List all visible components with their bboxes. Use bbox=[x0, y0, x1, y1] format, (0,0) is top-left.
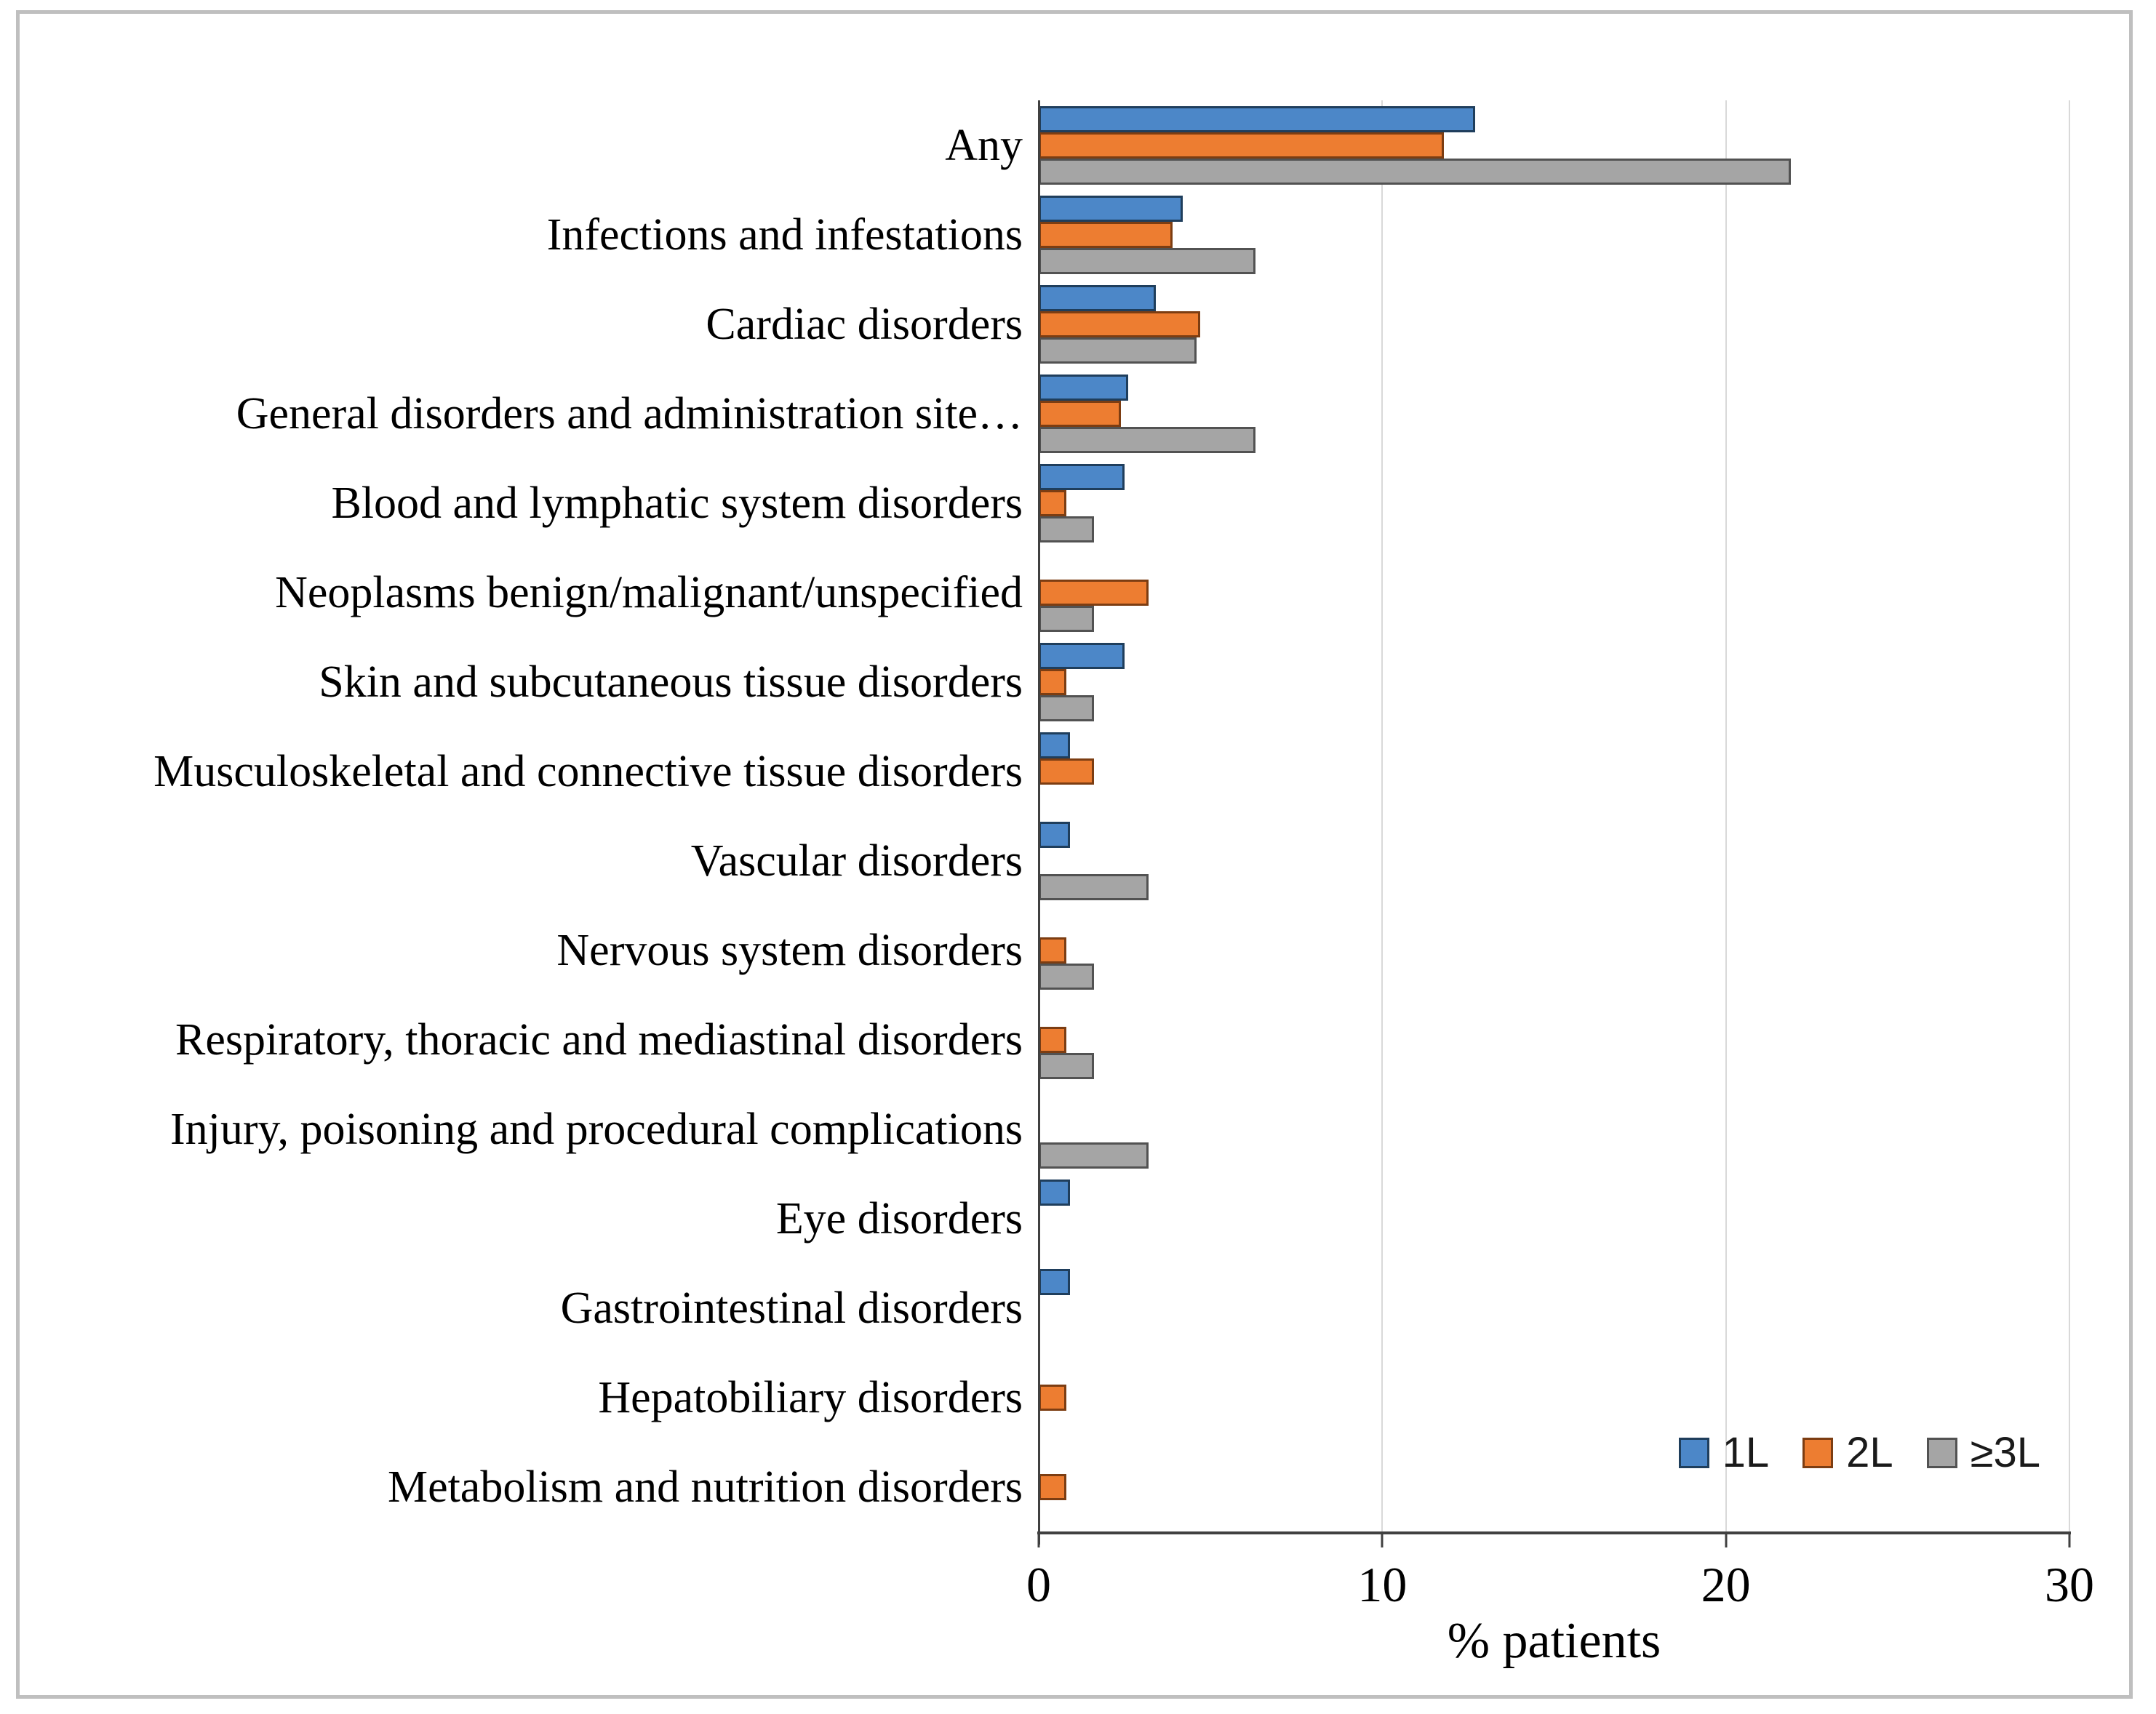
legend-swatch-2L bbox=[1802, 1438, 1833, 1468]
y-axis-line bbox=[1038, 100, 1040, 1545]
bar-group bbox=[1039, 1084, 2069, 1174]
bar-2L bbox=[1039, 222, 1173, 248]
x-axis-title: % patients bbox=[1447, 1613, 1661, 1669]
category-label: Any bbox=[945, 120, 1023, 170]
bar-ge3L bbox=[1039, 606, 1094, 632]
legend-item bbox=[1679, 1428, 1770, 1477]
bar-1L bbox=[1039, 285, 1156, 311]
category-label: Eye disorders bbox=[775, 1193, 1023, 1244]
x-tick-labels bbox=[1026, 1557, 2094, 1618]
bar-rows bbox=[1039, 100, 2069, 1531]
bar-1L bbox=[1039, 732, 1070, 758]
legend-label: 2L bbox=[1846, 1429, 1893, 1476]
x-axis-tick bbox=[1725, 1534, 1727, 1547]
bar-group bbox=[1039, 1263, 2069, 1353]
category-label: Respiratory, thoracic and mediastinal disorders bbox=[175, 1014, 1023, 1065]
bar-2L bbox=[1039, 937, 1066, 964]
bar-1L bbox=[1039, 106, 1475, 132]
bar-group bbox=[1039, 726, 2069, 816]
category-label: Blood and lymphatic system disorders bbox=[331, 478, 1023, 528]
bar-1L bbox=[1039, 1180, 1070, 1206]
category-label: Musculoskeletal and connective tissue disorders bbox=[153, 746, 1023, 796]
bar-1L bbox=[1039, 464, 1125, 490]
bar-group bbox=[1039, 816, 2069, 905]
bar-group bbox=[1039, 637, 2069, 726]
bar-2L bbox=[1039, 132, 1444, 159]
bar-group bbox=[1039, 905, 2069, 995]
bar-group bbox=[1039, 279, 2069, 369]
category-label: Gastrointestinal disorders bbox=[560, 1283, 1023, 1333]
category-label: Injury, poisoning and procedural complications bbox=[170, 1104, 1023, 1154]
legend-item bbox=[1802, 1428, 1893, 1477]
bar-group bbox=[1039, 458, 2069, 548]
bar-1L bbox=[1039, 822, 1070, 848]
category-label: Skin and subcutaneous tissue disorders bbox=[319, 657, 1023, 707]
x-axis-line bbox=[1037, 1531, 2071, 1534]
bar-ge3L bbox=[1039, 337, 1197, 364]
x-tick-label: 20 bbox=[1701, 1557, 1751, 1612]
legend-label: 1L bbox=[1722, 1429, 1770, 1476]
category-label: Hepatobiliary disorders bbox=[598, 1372, 1023, 1422]
category-label: Neoplasms benign/malignant/unspecified bbox=[275, 567, 1023, 617]
bar-ge3L bbox=[1039, 516, 1094, 542]
bar-ge3L bbox=[1039, 695, 1094, 721]
bar-1L bbox=[1039, 643, 1125, 669]
category-labels bbox=[22, 100, 1023, 1531]
x-axis-tick bbox=[2069, 1534, 2071, 1547]
bar-1L bbox=[1039, 1269, 1070, 1295]
bar-ge3L bbox=[1039, 874, 1149, 900]
bar-2L bbox=[1039, 669, 1066, 695]
legend bbox=[1679, 1428, 2040, 1477]
bar-2L bbox=[1039, 1027, 1066, 1053]
bar-2L bbox=[1039, 1474, 1066, 1500]
x-axis-tick bbox=[1381, 1534, 1384, 1547]
bar-2L bbox=[1039, 401, 1121, 427]
category-label: General disorders and administration site… bbox=[236, 388, 1023, 438]
bar-2L bbox=[1039, 490, 1066, 516]
x-tick-label: 0 bbox=[1026, 1557, 1051, 1612]
category-label: Nervous system disorders bbox=[556, 925, 1023, 975]
plot-area bbox=[1039, 100, 2069, 1531]
bar-group bbox=[1039, 548, 2069, 637]
x-axis-tick bbox=[1038, 1534, 1040, 1547]
x-tick-label: 10 bbox=[1357, 1557, 1408, 1612]
category-label: Vascular disorders bbox=[690, 836, 1023, 886]
bar-group bbox=[1039, 100, 2069, 190]
bar-ge3L bbox=[1039, 427, 1255, 453]
bar-ge3L bbox=[1039, 1142, 1149, 1169]
legend-label: ≥3L bbox=[1970, 1429, 2040, 1476]
legend-item bbox=[1927, 1428, 2040, 1477]
bar-ge3L bbox=[1039, 964, 1094, 990]
bar-2L bbox=[1039, 758, 1094, 785]
category-label: Infections and infestations bbox=[546, 209, 1023, 260]
bar-2L bbox=[1039, 311, 1200, 337]
bar-2L bbox=[1039, 1385, 1066, 1411]
bar-group bbox=[1039, 1174, 2069, 1263]
x-tick-label: 30 bbox=[2045, 1557, 2094, 1612]
bar-1L bbox=[1039, 196, 1183, 222]
bar-group bbox=[1039, 995, 2069, 1084]
category-label: Metabolism and nutrition disorders bbox=[387, 1462, 1023, 1512]
bar-ge3L bbox=[1039, 248, 1255, 274]
bar-group bbox=[1039, 190, 2069, 279]
bar-1L bbox=[1039, 375, 1128, 401]
bar-2L bbox=[1039, 580, 1149, 606]
legend-swatch-ge3L bbox=[1927, 1438, 1957, 1468]
bar-ge3L bbox=[1039, 159, 1791, 185]
category-label: Cardiac disorders bbox=[706, 299, 1023, 349]
legend-swatch-1L bbox=[1679, 1438, 1709, 1468]
bar-ge3L bbox=[1039, 1053, 1094, 1079]
bar-group bbox=[1039, 369, 2069, 458]
